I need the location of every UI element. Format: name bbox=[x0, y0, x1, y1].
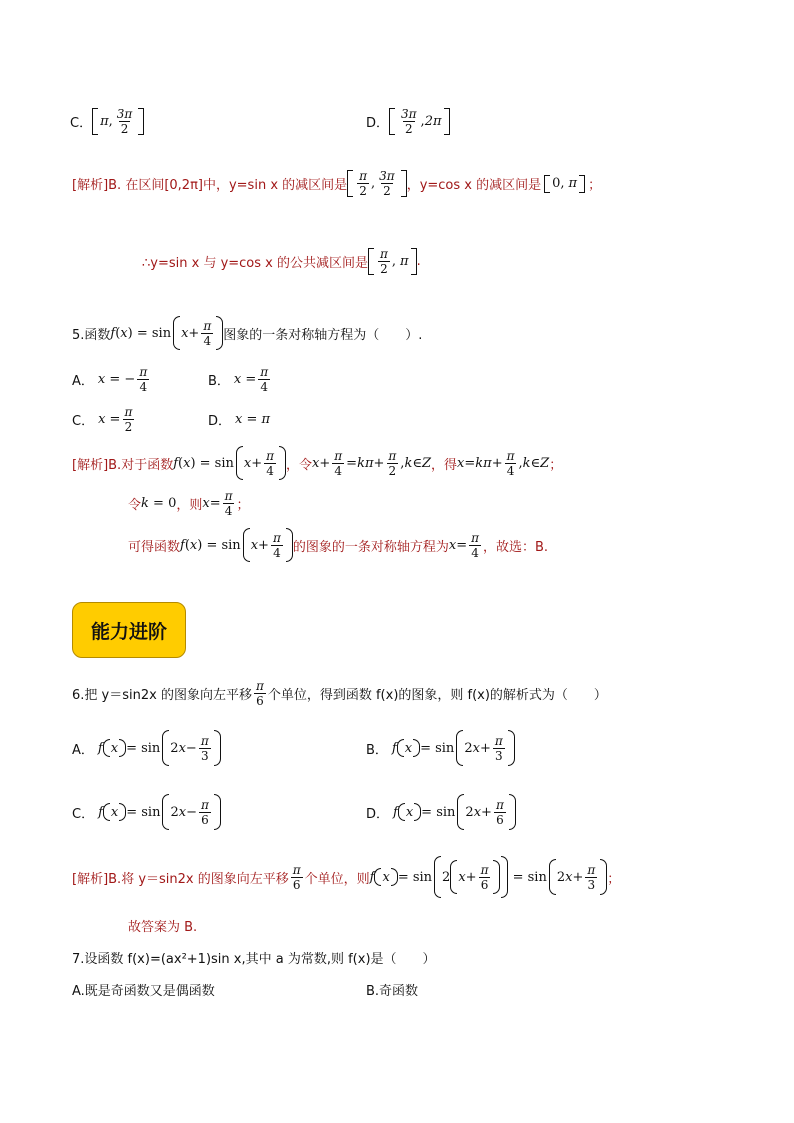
option-b-q7: B.奇函数 bbox=[366, 984, 419, 999]
analysis-q5-line1: [解析]B.对于函数 f ( x ) = sin x + $\frac{\pi}{4}$ ，令 x + $\frac{\pi}{4}$ = kπ + $\frac{\pi}{2}$ , k ∈ Z ，得 x = kπ + $\frac{\pi}{4}$ , k ∈ Z ； bbox=[72, 446, 562, 480]
interval-expr: $\frac{3\pi}{2}$ , 2π bbox=[389, 106, 450, 137]
option-c-q4 bbox=[70, 106, 144, 137]
interval-expr: 0, π bbox=[544, 175, 585, 193]
interval-expr: π , $\frac{3\pi}{2}$ bbox=[92, 106, 144, 137]
option-a-q5: A． x = − $\frac{\pi}{4}$ bbox=[72, 365, 148, 394]
option-label: C． bbox=[70, 116, 93, 131]
option-b-q6: B． f x = sin 2 x + $\frac{\pi}{3}$ bbox=[366, 730, 515, 766]
question-7-stem: 7.设函数 f(x)=(ax²+1)sin x,其中 a 为常数,则 f(x)是（ ） bbox=[72, 952, 436, 967]
option-c-q6: C． f x = sin 2 x − $\frac{\pi}{6}$ bbox=[72, 794, 221, 830]
interval-expr: $\frac{\pi}{2}$ , π bbox=[368, 246, 417, 277]
question-5-stem: 5.函数 f ( x ) = sin x + $\frac{\pi}{4}$ 图象的一条对称轴方程为（ ）. bbox=[72, 316, 422, 350]
option-c-q5: C． x = $\frac{\pi}{2}$ bbox=[72, 405, 133, 434]
option-d-q5: D． x = π bbox=[208, 412, 271, 429]
interval-expr: $\frac{\pi}{2}$ , $\frac{3\pi}{2}$ bbox=[347, 168, 407, 199]
option-d-q6: D． f x = sin 2 x + $\frac{\pi}{6}$ bbox=[366, 794, 516, 830]
option-d-q4 bbox=[366, 106, 450, 137]
analysis-q6-line2: 故答案为 B. bbox=[128, 920, 198, 935]
analysis-q5-line2: 令 k = 0 ，则 x = $\frac{\pi}{4}$ ； bbox=[128, 489, 250, 518]
section-badge: 能力进阶 bbox=[72, 602, 186, 658]
analysis-q5-line3: 可得函数 f ( x ) = sin x + $\frac{\pi}{4}$ 的图象的一条对称轴方程为 x = $\frac{\pi}{4}$ ，故选：B. bbox=[128, 528, 548, 562]
option-b-q5: B． x = $\frac{\pi}{4}$ bbox=[208, 365, 269, 394]
analysis-q4-line1: [解析]B. 在区间[0,2π]中，y=sin x 的减区间是 $\frac{\pi}{2}$ , $\frac{3\pi}{2}$ ，y=cos x 的减区间是 0, π ； bbox=[72, 169, 602, 198]
analysis-q6-line1: [解析]B.将 y＝sin2x 的图象向左平移 $\frac{\pi}{6}$ 个单位，则 f x = sin 2 x + $\frac{\pi}{6}$ = sin 2 x + $\frac{\pi}{3}$ ； bbox=[72, 856, 620, 898]
option-a-q7: A.既是奇函数又是偶函数 bbox=[72, 984, 215, 999]
question-6-stem: 6.把 y＝sin2x 的图象向左平移 $\frac{\pi}{6}$ 个单位，得到函数 f(x)的图象，则 f(x)的解析式为（ ） bbox=[72, 679, 607, 708]
option-a-q6: A． f x = sin 2 x − $\frac{\pi}{3}$ bbox=[72, 730, 221, 766]
option-label: D． bbox=[366, 116, 390, 131]
analysis-q4-line2: ∴y=sin x 与 y=cos x 的公共减区间是 $\frac{\pi}{2}$ , π . bbox=[142, 247, 421, 276]
